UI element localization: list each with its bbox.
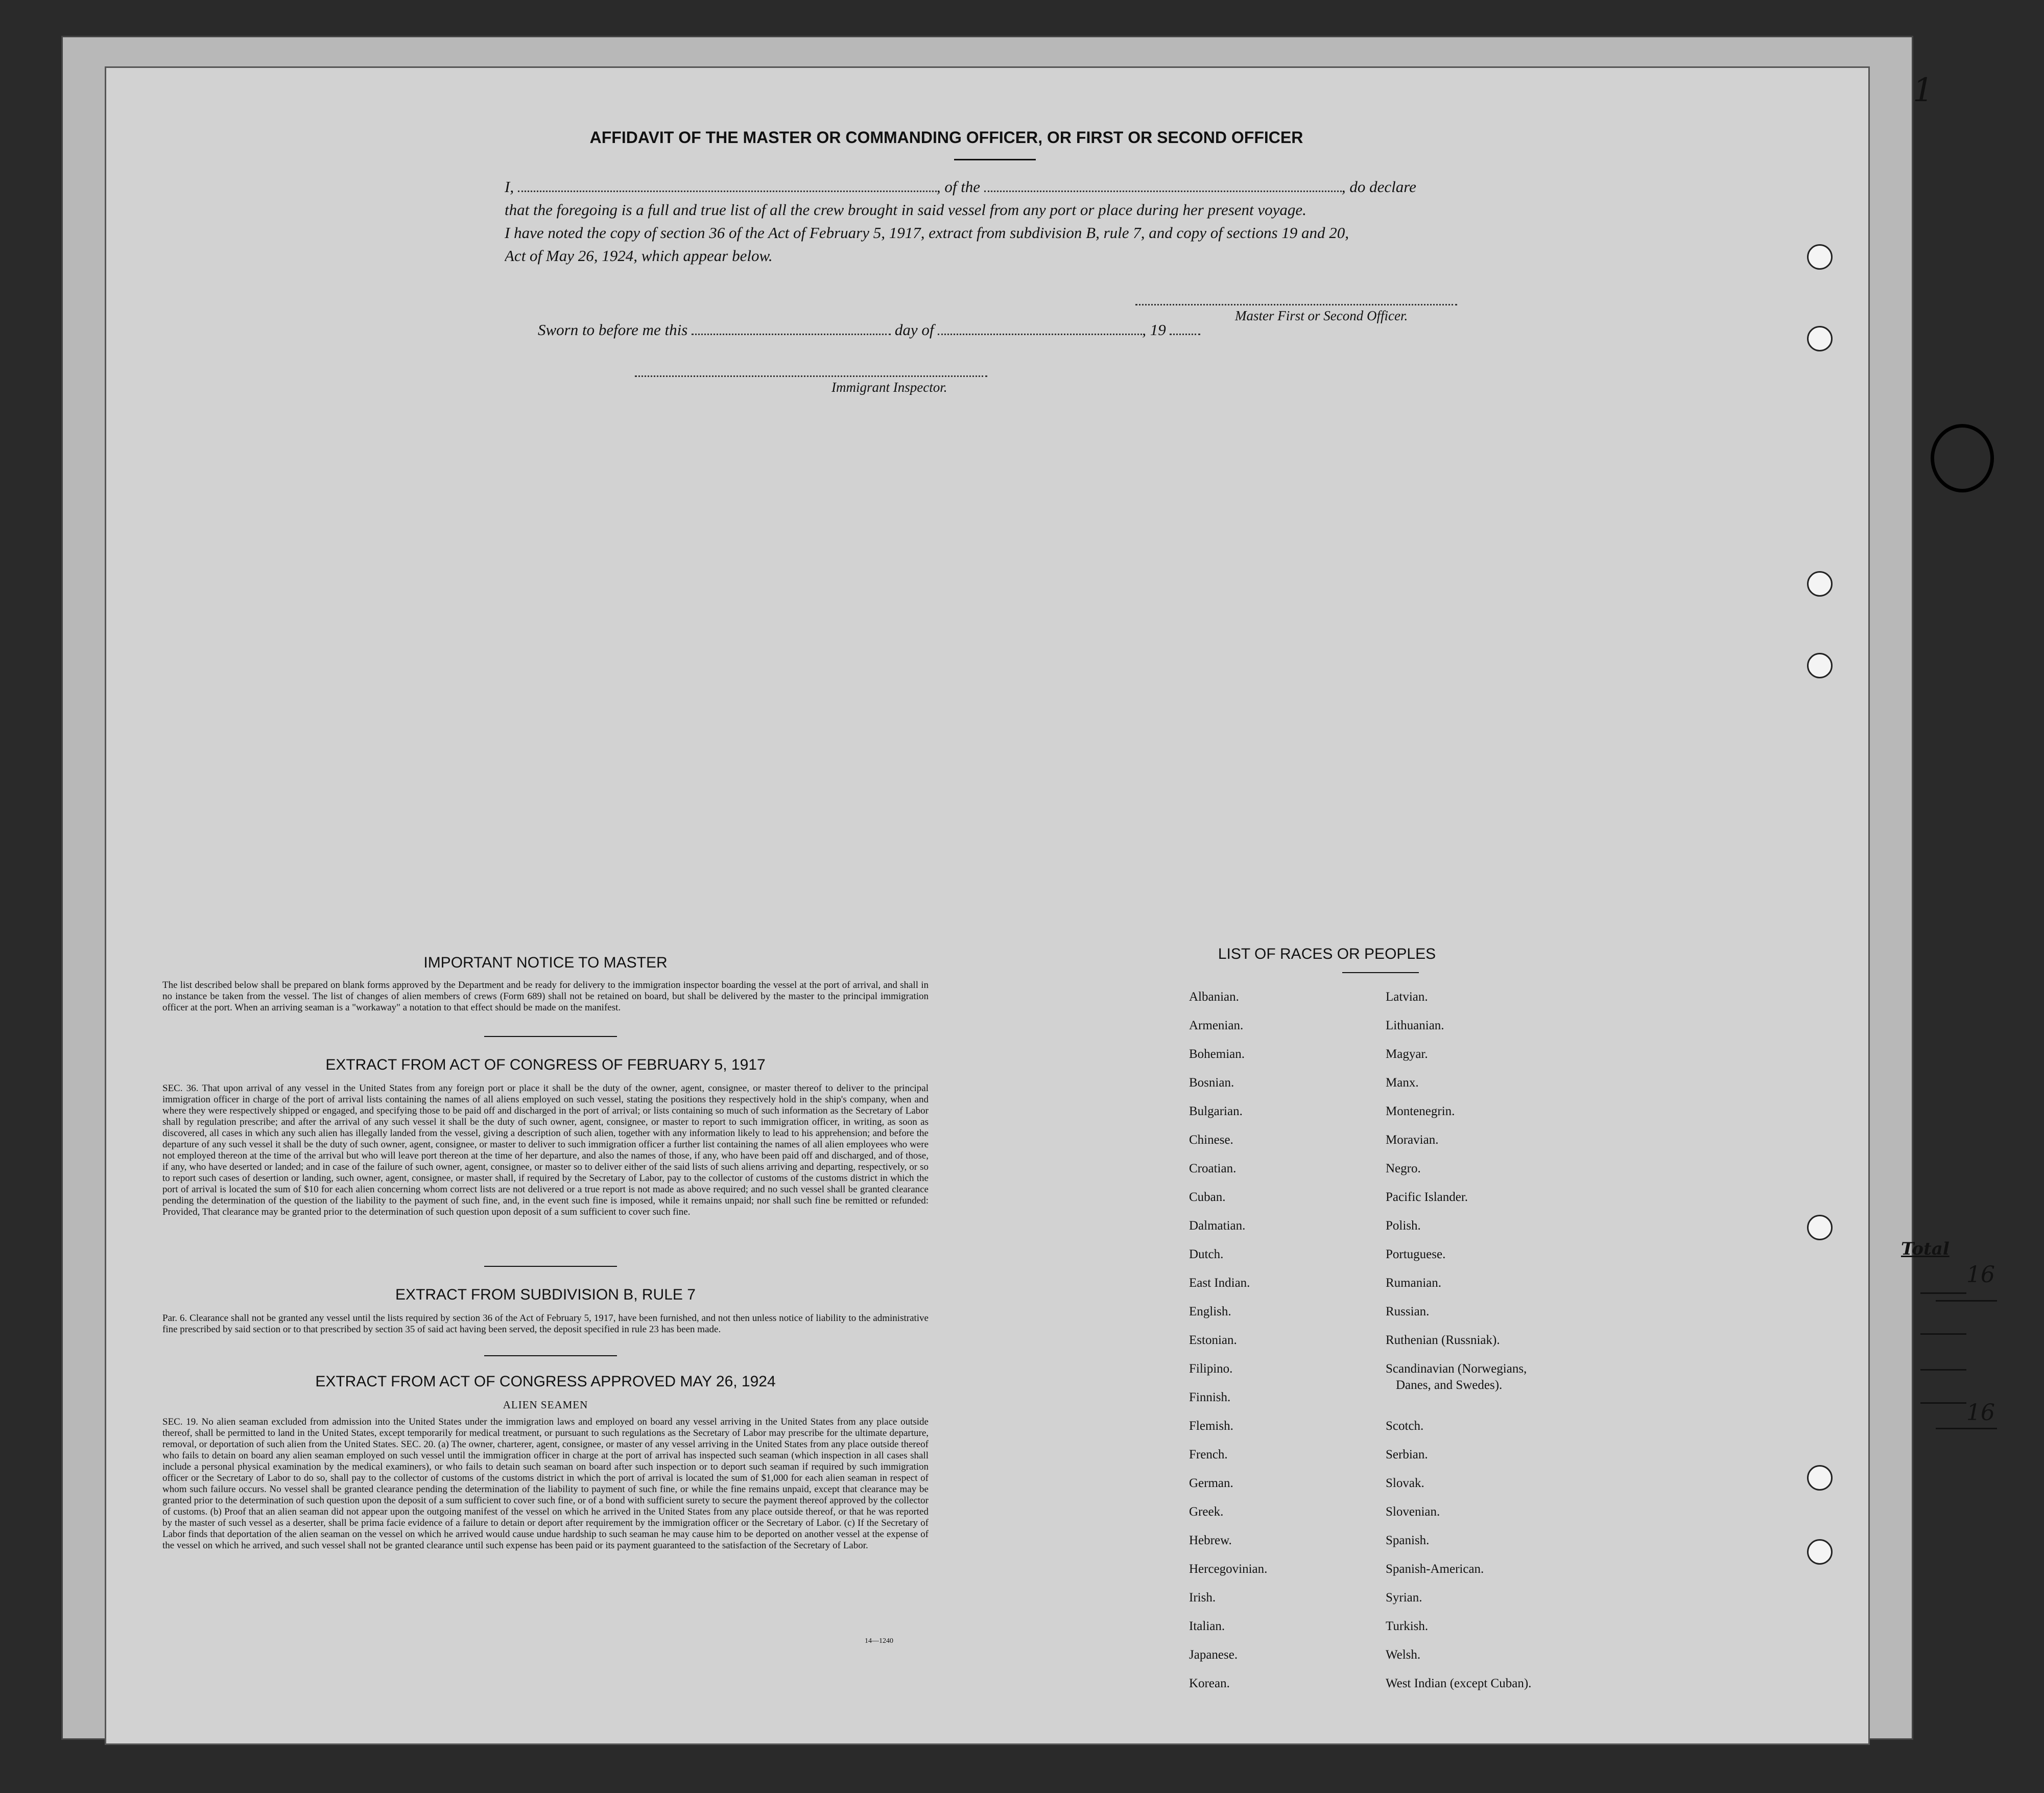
- binder-hole: [1807, 1539, 1833, 1565]
- binder-hole: [1807, 244, 1833, 270]
- race-item: Flemish.: [1189, 1419, 1233, 1433]
- race-item: Syrian.: [1386, 1591, 1422, 1605]
- race-item: Estonian.: [1189, 1333, 1237, 1347]
- races-title: LIST OF RACES OR PEOPLES: [1218, 946, 1436, 962]
- race-item: Portuguese.: [1386, 1247, 1446, 1261]
- extract3-subtitle: ALIEN SEAMEN: [503, 1399, 588, 1411]
- extract3-text: SEC. 19. No alien seaman excluded from admission into the United States under the immigration laws and employed on board any vessel arriving in the United States from any place outside thereof, shall be permitted to land in the United States, except temporarily for medical treatment, or pursuant to such regulations as the Secretary of Labor may prescribe for the ultimate departure, removal, or deportation of such alien from the United States. SEC. 20. (a) The owner, charterer, agent, consignee, or master of any vessel arriving in the United States from any place outside thereof who fails to detain on board any alien seaman employed on such vessel until the immigration officer in charge at the port of arrival has inspected such seaman (which inspection in all cases shall include a personal physical examination by the medical examiners), or who fails to detain such seaman on board after such inspection or to deport such seaman if required by such immigration officer or the Secretary of Labor to do so, shall pay to the collector of customs of the customs district in which the port of arrival is located the sum of $1,000 for each alien seaman in respect of whom such failure occurs. No vessel shall be granted clearance pending the determination of the liability to payment of such fine, or while the fine remains unpaid, except that clearance may be granted prior to the determination of such question upon the deposit of a sum sufficient to cover such fine, or of a bond with sufficient surety to secure the payment thereof approved by the collector of customs. (b) Proof that an alien seaman did not appear upon the outgoing manifest of the vessel on which he arrived in the United States from any place outside thereof, or that he was reported by the master of such vessel as a deserter, shall be prima facie evidence of a failure to detain or deport after requirement by the immigration officer or the Secretary of Labor. (c) If the Secretary of Labor finds that deportation of the alien seaman on the vessel on which he arrived would cause undue hardship to such seaman he may cause him to be deported on another vessel at the expense of the vessel on which he arrived, and such vessel shall not be granted clearance until such expense has been paid or its payment guaranteed to the satisfaction of the Secretary of Labor.: [162, 1417, 929, 1551]
- race-item: Slovak.: [1386, 1476, 1424, 1490]
- form-page: [105, 66, 1870, 1745]
- affidavit-do-declare: , do declare: [1341, 178, 1416, 196]
- sworn-year: , 19: [1142, 321, 1166, 339]
- race-item: West Indian (except Cuban).: [1386, 1677, 1532, 1690]
- race-item: Armenian.: [1189, 1019, 1244, 1032]
- race-item: Scandinavian (Norwegians,: [1386, 1362, 1527, 1376]
- binder-hole: [1807, 571, 1833, 597]
- extract2-text: Par. 6. Clearance shall not be granted any vessel until the lists required by section 36 of the Act of February 5, 1917, have been furnished, and not then unless notice of liability to the administrative fine prescribed by said section or to that prescribed by section 35 of said act having been served, the deposit specified in rule 23 has been made.: [162, 1313, 929, 1335]
- race-item: Scotch.: [1386, 1419, 1424, 1433]
- inspector-signature-line[interactable]: [635, 374, 987, 377]
- race-item: Filipino.: [1189, 1362, 1233, 1376]
- total-rule: [1936, 1300, 1997, 1302]
- race-item: Croatian.: [1189, 1162, 1237, 1175]
- master-signature-line[interactable]: [1135, 303, 1457, 305]
- title-rule: [954, 159, 1036, 160]
- handwritten-circle: [1931, 424, 1994, 492]
- binder-hole: [1807, 1465, 1833, 1491]
- sworn-year-blank[interactable]: [1170, 321, 1200, 335]
- affidavit-line-4: Act of May 26, 1924, which appear below.: [505, 247, 773, 265]
- race-item: Negro.: [1386, 1162, 1421, 1175]
- race-item: Irish.: [1189, 1591, 1216, 1605]
- race-item: Spanish.: [1386, 1534, 1430, 1547]
- race-item: Moravian.: [1386, 1133, 1439, 1147]
- extract1-rule: [484, 1266, 617, 1267]
- name-blank[interactable]: [518, 178, 937, 192]
- race-item: Danes, and Swedes).: [1396, 1378, 1503, 1392]
- race-item: Magyar.: [1386, 1047, 1428, 1061]
- race-item: Dalmatian.: [1189, 1219, 1246, 1233]
- notice-rule: [484, 1036, 617, 1037]
- affidavit-line-2: that the foregoing is a full and true list of all the crew brought in said vessel from any port or place during her present voyage.: [505, 201, 1306, 219]
- race-item: Finnish.: [1189, 1390, 1231, 1404]
- sworn-label: Sworn to before me this: [538, 321, 688, 339]
- affidavit-body: [505, 175, 1470, 267]
- race-item: Russian.: [1386, 1305, 1430, 1318]
- race-item: Bosnian.: [1189, 1076, 1234, 1090]
- edge-mark: [1920, 1369, 1966, 1371]
- race-item: Manx.: [1386, 1076, 1419, 1090]
- affidavit-title: AFFIDAVIT OF THE MASTER OR COMMANDING OFFICER, OR FIRST OR SECOND OFFICER: [589, 128, 1303, 147]
- handwritten-total-top: 16: [1966, 1262, 1995, 1288]
- affidavit-line-1: [505, 175, 1470, 198]
- race-item: Pacific Islander.: [1386, 1190, 1468, 1204]
- races-rule: [1342, 972, 1419, 973]
- handwritten-total-label: Total: [1901, 1239, 1950, 1259]
- affidavit-i: I,: [505, 178, 514, 196]
- extract2-title: EXTRACT FROM SUBDIVISION B, RULE 7: [395, 1286, 696, 1303]
- notice-text: The list described below shall be prepared on blank forms approved by the Department and be ready for delivery to the immigration inspector boarding the vessel at the port of arrival, and shall in no instance be taken from the vessel. The list of changes of alien members of crews (Form 689) shall not be retained on board, but shall be delivered by the master to the principal immigration officer at the port. When an arriving seaman is a "workaway" a notation to that effect should be made on the manifest.: [162, 980, 929, 1013]
- handwritten-total-bottom: 16: [1966, 1400, 1995, 1426]
- race-item: Greek.: [1189, 1505, 1224, 1519]
- extract1-text: SEC. 36. That upon arrival of any vessel in the United States from any foreign port or place it shall be the duty of the owner, agent, consignee, or master thereof to deliver to the principal immigration officer in charge of the port of arrival lists containing the names of all aliens employed on such vessel, stating the positions they respectively hold in the ship's company, when and where they were respectively shipped or engaged, and specifying those to be paid off and discharged in the port of arrival; or lists containing so much of such information as the Secretary of Labor shall by regulation prescribe; and after the arrival of any such vessel it shall be the duty of such owner, agent, consignee, or master to report to such immigration officer, in writing, as soon as discovered, all cases in which any such alien has illegally landed from the vessel, giving a description of such alien, together with any information likely to lead to his apprehension; and before the departure of any such vessel it shall be the duty of such owner, agent, consignee, or master to deliver to such immigration officer a further list containing the names of all alien employees who were not employed thereon at the time of the arrival but who will leave port thereon at the time of her departure, and also the names of those, if any, who have been paid off and discharged, and of those, if any, who have deserted or landed; and in case of the failure of such owner, agent, consignee, or master so to deliver either of the said lists of such aliens arriving and departing, respectively, or so to report such cases of desertion or landing, such owner, agent, consignee, or master shall, if required by the Secretary of Labor, pay to the collector of customs of the customs district in which the port of arrival is located the sum of $10 for each alien concerning whom correct lists are not delivered or a true report is not made as above required; and no such vessel shall be granted clearance pending the determination of the question of the liability to the payment of such fine, and, in the event such fine is imposed, while it remains unpaid; nor shall such fine be remitted or refunded: Provided, That clearance may be granted prior to the determination of such question upon deposit of a sum sufficient to cover such fine.: [162, 1083, 929, 1217]
- sworn-day-of: day of: [894, 321, 934, 339]
- race-item: Albanian.: [1189, 990, 1239, 1004]
- race-item: East Indian.: [1189, 1276, 1250, 1290]
- sworn-month-blank[interactable]: [938, 321, 1142, 335]
- affidavit-of-the: , of the: [936, 178, 981, 196]
- race-item: Italian.: [1189, 1619, 1225, 1633]
- race-item: Latvian.: [1386, 990, 1428, 1004]
- affidavit-line-3: I have noted the copy of section 36 of the Act of February 5, 1917, extract from subdivision B, rule 7, and copy of sections 19 and 20,: [505, 224, 1349, 242]
- race-item: Lithuanian.: [1386, 1019, 1444, 1032]
- sworn-date-blank[interactable]: [692, 321, 891, 335]
- edge-mark: [1920, 1292, 1966, 1294]
- race-item: Dutch.: [1189, 1247, 1224, 1261]
- race-item: Chinese.: [1189, 1133, 1233, 1147]
- edge-mark: [1920, 1402, 1966, 1404]
- race-item: Bohemian.: [1189, 1047, 1245, 1061]
- total-rule: [1936, 1428, 1997, 1429]
- form-number: 14—1240: [865, 1637, 893, 1645]
- race-item: Polish.: [1386, 1219, 1421, 1233]
- binder-hole: [1807, 1215, 1833, 1240]
- race-item: German.: [1189, 1476, 1233, 1490]
- race-item: Bulgarian.: [1189, 1104, 1243, 1118]
- notice-title: IMPORTANT NOTICE TO MASTER: [423, 954, 668, 971]
- race-item: Welsh.: [1386, 1648, 1421, 1662]
- race-item: Montenegrin.: [1386, 1104, 1455, 1118]
- race-item: Rumanian.: [1386, 1276, 1442, 1290]
- race-item: Slovenian.: [1386, 1505, 1440, 1519]
- race-item: Korean.: [1189, 1677, 1230, 1690]
- race-item: Cuban.: [1189, 1190, 1226, 1204]
- race-item: Serbian.: [1386, 1448, 1428, 1461]
- sworn-line: [538, 321, 1200, 339]
- race-item: French.: [1189, 1448, 1228, 1461]
- edge-mark: [1920, 1333, 1966, 1335]
- master-signature-label: Master First or Second Officer.: [1235, 308, 1408, 323]
- race-item: Turkish.: [1386, 1619, 1429, 1633]
- vessel-blank[interactable]: [984, 178, 1342, 192]
- extract3-title: EXTRACT FROM ACT OF CONGRESS APPROVED MAY 26, 1924: [315, 1373, 776, 1390]
- extract1-title: EXTRACT FROM ACT OF CONGRESS OF FEBRUARY 5, 1917: [325, 1056, 766, 1073]
- race-item: Ruthenian (Russniak).: [1386, 1333, 1500, 1347]
- binder-hole: [1807, 653, 1833, 678]
- extract2-rule: [484, 1355, 617, 1356]
- race-item: English.: [1189, 1305, 1231, 1318]
- race-item: Hebrew.: [1189, 1534, 1232, 1547]
- inspector-signature-label: Immigrant Inspector.: [831, 380, 947, 395]
- race-item: Japanese.: [1189, 1648, 1238, 1662]
- race-item: Hercegovinian.: [1189, 1562, 1268, 1576]
- race-item: Spanish-American.: [1386, 1562, 1484, 1576]
- handwritten-page-number: 1: [1913, 72, 1934, 109]
- binder-hole: [1807, 326, 1833, 351]
